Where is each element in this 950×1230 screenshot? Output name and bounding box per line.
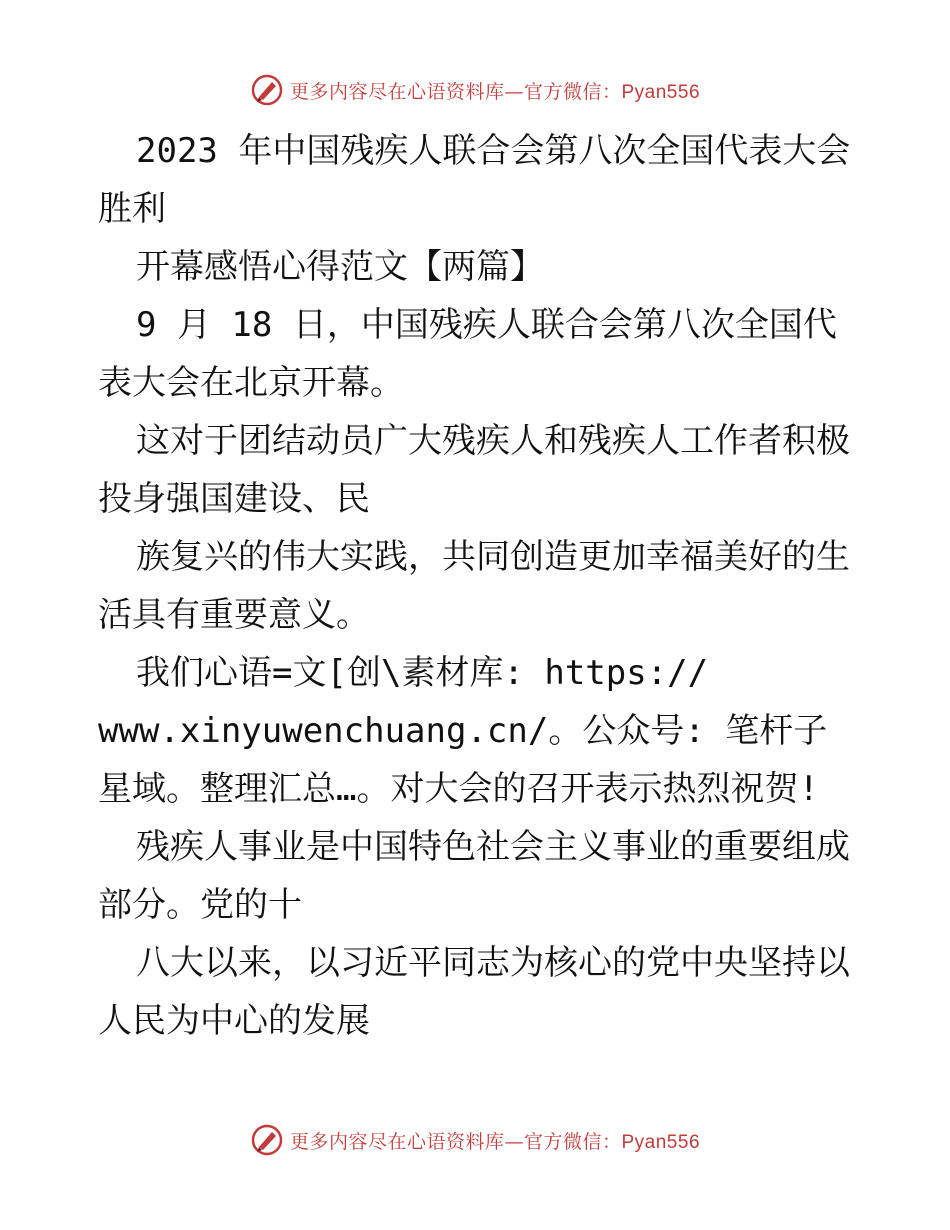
paragraph-significance-2: 族复兴的伟大实践，共同创造更加幸福美好的生活具有重要意义。	[98, 537, 850, 635]
header-banner-brand: Pyan556	[621, 81, 701, 103]
paragraph-source-1: 我们心语=文[创\素材库: https://	[136, 653, 709, 693]
footer-banner	[0, 1120, 950, 1160]
footer-banner-brand: Pyan556	[621, 1131, 701, 1153]
footer-banner-text: 更多内容尽在心语资料库—官方微信：Pyan556	[289, 1130, 701, 1153]
paragraph-cause-2: 八大以来，以习近平同志为核心的党中央坚持以人民为中心的发展	[98, 943, 850, 1041]
paragraph-subtitle-line: 开幕感悟心得范文【两篇】	[136, 247, 544, 287]
pen-logo-icon	[250, 1123, 284, 1157]
pen-logo-icon	[250, 73, 284, 107]
paragraph-significance-1: 这对于团结动员广大残疾人和残疾人工作者积极投身强国建设、民	[98, 421, 850, 519]
document-body	[98, 122, 858, 1050]
paragraph-source-2: www.xinyuwenchuang.cn/。公众号: 笔杆子星域。整理汇总…。对大会的召开表示热烈祝贺!	[98, 711, 828, 809]
paragraph-opening-date: 9 月 18 日，中国残疾人联合会第八次全国代表大会在北京开幕。	[98, 305, 837, 403]
header-banner-text: 更多内容尽在心语资料库—官方微信：Pyan556	[289, 80, 701, 103]
paragraph-title-line: 2023 年中国残疾人联合会第八次全国代表大会胜利	[98, 131, 851, 229]
header-banner	[0, 70, 950, 110]
paragraph-cause-1: 残疾人事业是中国特色社会主义事业的重要组成部分。党的十	[98, 827, 850, 925]
